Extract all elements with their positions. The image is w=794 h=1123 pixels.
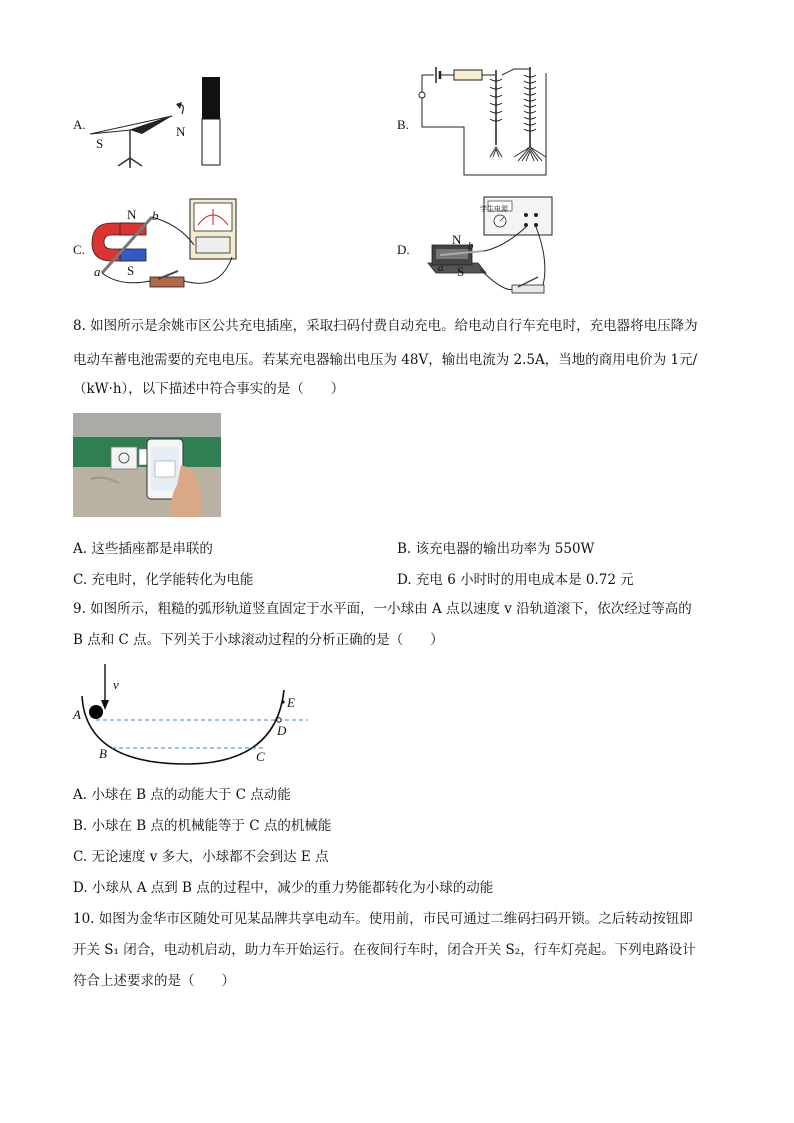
- figure-7c-magnet-galvanometer: [90, 195, 245, 300]
- figA-n-label: N: [176, 124, 186, 139]
- q8-stem-line3: （kW·h），以下描述中符合事实的是（ ）: [73, 381, 345, 397]
- figC-n-label: N: [127, 207, 137, 222]
- option-b-label: B.: [397, 117, 409, 132]
- figD-n-label: N: [452, 232, 462, 247]
- q10-stem-line3: 符合上述要求的是（ ）: [73, 973, 235, 989]
- q9-stem-line1: 9. 如图所示，粗糙的弧形轨道竖直固定于水平面，一小球由 A 点以速度 v 沿轨道滚下，依次经过等高的: [73, 601, 692, 617]
- figure-7b-electromagnets-circuit: [414, 65, 554, 180]
- q9-option-a: A. 小球在 B 点的动能大于 C 点动能: [73, 787, 291, 803]
- fig9-a-label: A: [73, 707, 81, 722]
- q8-option-b: B. 该充电器的输出功率为 550W: [397, 541, 595, 557]
- figA-s-label: S: [96, 136, 104, 151]
- figD-b-label: b: [468, 240, 474, 252]
- q9-option-b: B. 小球在 B 点的机械能等于 C 点的机械能: [73, 818, 332, 834]
- fig9-b-label: B: [99, 746, 107, 761]
- option-a-label: A.: [73, 117, 86, 132]
- q9-stem-line2: B 点和 C 点。下列关于小球滚动过程的分析正确的是（ ）: [73, 632, 444, 648]
- fig9-c-label: C: [256, 749, 265, 764]
- figC-s-label: S: [127, 263, 135, 278]
- q8-option-c: C. 充电时，化学能转化为电能: [73, 572, 254, 588]
- figC-b-label: b: [152, 208, 159, 223]
- figure-7a-compass-magnet: [90, 72, 230, 172]
- q8-option-a: A. 这些插座都是串联的: [73, 541, 213, 557]
- q9-option-d: D. 小球从 A 点到 B 点的过程中，减少的重力势能都转化为小球的动能: [73, 880, 494, 896]
- fig9-d-label: D: [277, 723, 287, 738]
- fig9-v-label: v: [113, 677, 119, 692]
- q10-stem-line1: 10. 如图为金华市区随处可见某品牌共享电动车。使用前，市民可通过二维码扫码开锁。之后转动按钮即: [73, 911, 693, 927]
- option-c-label: C.: [73, 242, 85, 257]
- q8-option-d: D. 充电 6 小时时的用电成本是 0.72 元: [397, 572, 634, 588]
- q9-option-c: C. 无论速度 v 多大，小球都不会到达 E 点: [73, 849, 329, 865]
- q10-stem-line2: 开关 S₁ 闭合，电动机启动，助力车开始运行。在夜间行车时，闭合开关 S₂，行车灯亮起。下列电路设计: [73, 942, 696, 958]
- figD-panel-label: 学生电源: [480, 205, 508, 213]
- option-d-label: D.: [397, 242, 410, 257]
- figure-8-charging-socket-photo: [73, 413, 221, 517]
- figD-a-label: a: [438, 262, 444, 274]
- q8-stem-line1: 8. 如图所示是余姚市区公共充电插座，采取扫码付费自动充电。给电动自行车充电时，充电器将电压降为: [73, 318, 698, 334]
- fig9-e-label: E: [287, 695, 295, 710]
- q8-stem-line2: 电动车蓄电池需要的充电电压。若某充电器输出电压为 48V，输出电流为 2.5A，当地的商用电价为 1元/: [73, 352, 698, 368]
- figC-a-label: a: [94, 264, 101, 279]
- figD-s-label: S: [457, 264, 465, 279]
